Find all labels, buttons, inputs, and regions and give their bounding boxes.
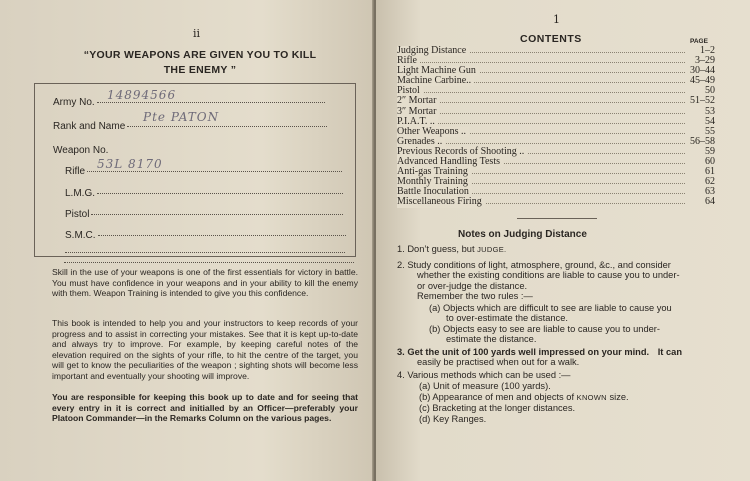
note-2-line-3: or over-judge the distance. [417,281,528,291]
purpose-paragraph: This book is intended to help you and your instructors to keep records of your progress and to assist in correcting your mistakes. See that it is kept up-to-date and always try to improve. For example, by keeping careful notes of the elevation required on the sights of your rifle, to hit the centre of the target, you will get to know the peculiarities of the weapon ; sighting shots will become less important and eventually your shooting will improve. [52,318,358,381]
pistol-label: Pistol [65,209,90,220]
toc-entry[interactable]: 3″ Mortar 53 [397,105,715,117]
note-4b-text: (b) Appearance of men and objects of [419,392,575,402]
note-2-line-4: Remember the two rules :— [417,291,533,301]
title-line-1: “YOUR WEAPONS ARE GIVEN YOU TO KILL [83,49,317,61]
intro-paragraph: Skill in the use of your weapons is one of the first essentials for victory in battle. You must have confidence in your weapons and in your ability to kill the enemy with them. Weapon Training is intended to give you this confidence. [52,267,358,299]
toc-entry[interactable]: Battle Inoculation 63 [397,186,715,198]
toc-entry[interactable]: Anti-gas Training 61 [397,166,715,178]
rifle-handwritten: 53L 8170 [97,157,163,171]
toc-entry[interactable]: Other Weapons .. 55 [397,125,715,137]
note-2a-line-1: (a) Objects which are difficult to see are liable to cause you [429,303,672,313]
pistol-line[interactable] [91,214,343,215]
army-no-handwritten: 14894566 [107,88,177,102]
toc-entry[interactable]: P.I.A.T. .. 54 [397,115,715,127]
note-3-line-2: easily be practised when out for a walk. [417,357,580,367]
toc-entry[interactable]: Previous Records of Shooting .. 59 [397,145,715,157]
left-page [0,0,374,481]
section-divider [517,218,597,219]
note-3-text: 3. Get the unit of 100 yards well impressed on your mind. [397,347,650,357]
rank-name-label: Rank and Name [53,121,126,132]
rifle-line[interactable] [87,171,342,172]
contents-heading: CONTENTS [520,33,582,45]
extra-line-2[interactable] [64,262,354,263]
weapon-no-label: Weapon No. [53,145,109,156]
toc-entry[interactable]: Pistol 50 [397,85,715,97]
note-4a: (a) Unit of measure (100 yards). [419,381,551,391]
smc-label: S.M.C. [65,230,96,241]
toc-entry[interactable]: Grenades .. 56–58 [397,135,715,147]
note-4c: (c) Bracketing at the longer distances. [419,403,576,413]
smc-line[interactable] [98,235,346,236]
lmg-row [65,188,343,199]
smc-row [65,230,346,241]
army-no-line[interactable] [97,102,325,103]
note-4d: (d) Key Ranges. [419,414,487,424]
note-2b-line-1: (b) Objects easy to see are liable to cause you to under- [429,324,660,334]
note-1-judge: JUDGE. [477,245,507,254]
toc-entry[interactable]: Miscellaneous Firing 64 [397,196,715,208]
note-2-line-2: whether the existing conditions are liable to cause you to under- [417,270,680,280]
toc-entry[interactable]: Light Machine Gun 30–44 [397,65,715,77]
rank-name-handwritten: Pte PATON [143,110,220,124]
toc-entry[interactable]: Machine Carbine.. 45–49 [397,75,715,87]
rank-name-line[interactable] [127,126,327,127]
title-line-2: THE ENEMY ” [163,64,237,76]
toc-entry[interactable]: Judging Distance 1–2 [397,45,715,56]
weapon-record-form [34,83,356,257]
page-number-1: 1 [553,13,560,26]
table-of-contents [397,46,715,208]
army-no-row [53,97,325,108]
responsibility-paragraph: You are responsible for keeping this book up to date and for seeing that every entry in it is correct and initialled by an Officer—preferably your Platoon Commander—in the Remarks Column on the various pages. [52,392,358,424]
page-number-ii: ii [193,27,201,40]
note-2b-line-2: estimate the distance. [446,334,537,344]
toc-entry[interactable]: Monthly Training 62 [397,176,715,188]
pistol-row [65,209,343,220]
note-4: 4. Various methods which can be used :— [397,370,571,380]
note-2a-line-2: to over-estimate the distance. [446,313,568,323]
note-4b-end: size. [609,392,629,402]
page-column-label: PAGE [690,38,708,45]
page-title [50,48,350,78]
toc-entry[interactable]: 2″ Mortar 51–52 [397,95,715,107]
note-2-line-1: 2. Study conditions of light, atmosphere, ground, &c., and consider [397,260,671,270]
rifle-label: Rifle [65,166,86,177]
lmg-label: L.M.G. [65,188,96,199]
toc-entry[interactable]: Advanced Handling Tests 60 [397,156,715,168]
toc-entry[interactable]: Rifle 3–29 [397,55,715,67]
note-1 [397,244,506,256]
note-4b-known: KNOWN [576,393,607,402]
army-no-label: Army No. [53,97,95,108]
note-3-text-end: It can [657,347,683,357]
note-1-text: 1. Don’t guess, but [397,244,475,254]
extra-line-1[interactable] [65,247,345,258]
lmg-line[interactable] [97,193,343,194]
notes-heading: Notes on Judging Distance [458,229,587,240]
